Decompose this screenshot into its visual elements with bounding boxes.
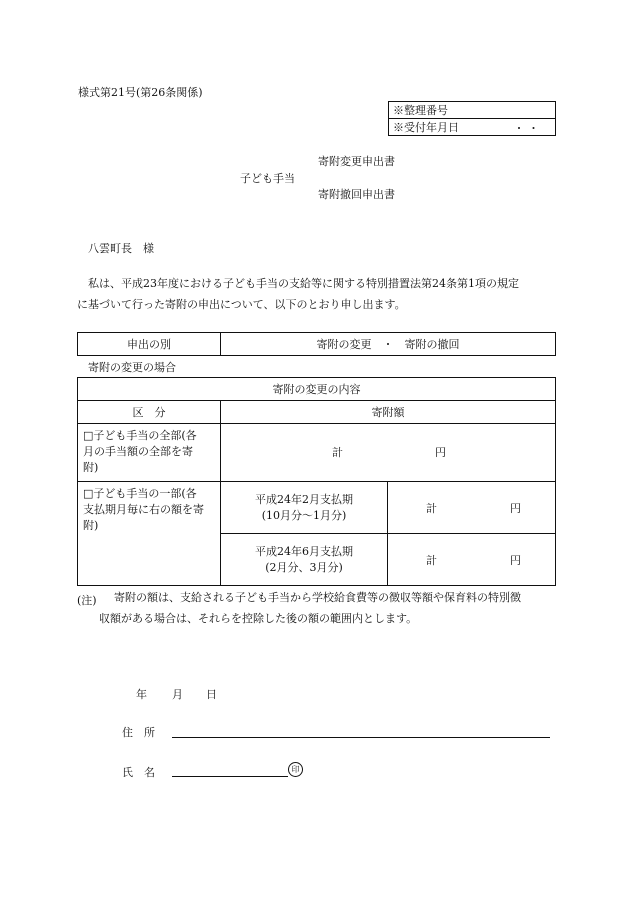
office-date-dots: ・ ・ — [513, 122, 539, 135]
row-full-amount — [221, 424, 556, 482]
note-line-2: 収額がある場合は、それらを控除した後の額の範囲内とします。 — [99, 612, 418, 625]
address-label: 住 所 — [122, 726, 155, 739]
row-partial-label-line: 附) — [83, 519, 99, 532]
title-subject: 子ども手当 — [240, 172, 295, 185]
period-feb-line: (10月分～1月分) — [261, 508, 347, 522]
date-year-label: 年 — [136, 688, 147, 701]
application-type-label: 申出の別 — [78, 333, 221, 356]
office-use-box — [388, 101, 556, 136]
column-amount: 寄附額 — [221, 401, 556, 424]
feb-yen: 円 — [510, 502, 521, 515]
office-uketsuke-label: ※受付年月日 — [393, 121, 459, 134]
office-seiri-label: ※整理番号 — [389, 102, 556, 119]
name-underline[interactable] — [172, 776, 288, 777]
row-full-label-line: 附) — [83, 461, 99, 474]
addressee: 八雲町長 様 — [88, 242, 154, 255]
change-case-label: 寄附の変更の場合 — [88, 361, 176, 374]
body-line-2: に基づいて行った寄附の申出について、以下のとおり申し出ます。 — [77, 298, 406, 311]
note-line-1: 寄附の額は、支給される子ども手当から学校給食費等の徴収等額や保育料の特別徴 — [114, 591, 521, 604]
date-month-label: 月 — [172, 688, 183, 701]
date-day-label: 日 — [206, 688, 217, 701]
jun-kei: 計 — [426, 554, 437, 567]
application-type-value: 寄附の変更 ・ 寄附の撤回 — [221, 333, 556, 356]
row-partial-period-feb — [221, 482, 388, 534]
row-partial-label-line: 支払期月毎に右の額を寄 — [83, 503, 204, 516]
application-type-table — [77, 332, 556, 356]
feb-kei: 計 — [426, 502, 437, 515]
title-withdraw: 寄附撤回申出書 — [318, 188, 395, 201]
note-prefix: (注) — [77, 594, 97, 607]
row-full-yen: 円 — [435, 446, 446, 459]
period-jun-line: (2月分、3月分) — [265, 560, 343, 574]
row-partial-amount-feb — [388, 482, 556, 534]
form-number: 様式第21号(第26条関係) — [78, 86, 203, 99]
row-full-label-line: □子ども手当の全部(各 — [83, 429, 197, 442]
body-line-1: 私は、平成23年度における子ども手当の支給等に関する特別措置法第24条第1項の規定 — [88, 277, 519, 290]
row-full-label-line: 月の手当額の全部を寄 — [83, 445, 193, 458]
row-partial-label-line: □子ども手当の一部(各 — [83, 487, 197, 500]
row-full-kei: 計 — [332, 446, 343, 459]
row-full-label — [78, 424, 221, 482]
period-feb-line: 平成24年2月支払期 — [255, 492, 353, 506]
row-partial-period-jun — [221, 534, 388, 586]
address-underline[interactable] — [172, 737, 550, 738]
title-change: 寄附変更申出書 — [318, 155, 395, 168]
row-partial-amount-jun — [388, 534, 556, 586]
column-category: 区 分 — [78, 401, 221, 424]
change-content-header: 寄附の変更の内容 — [78, 378, 556, 401]
jun-yen: 円 — [510, 554, 521, 567]
name-label: 氏 名 — [122, 766, 155, 779]
seal-mark: 印 — [288, 762, 303, 777]
row-partial-label — [78, 482, 221, 586]
period-jun-line: 平成24年6月支払期 — [255, 544, 353, 558]
change-content-table — [77, 377, 556, 586]
